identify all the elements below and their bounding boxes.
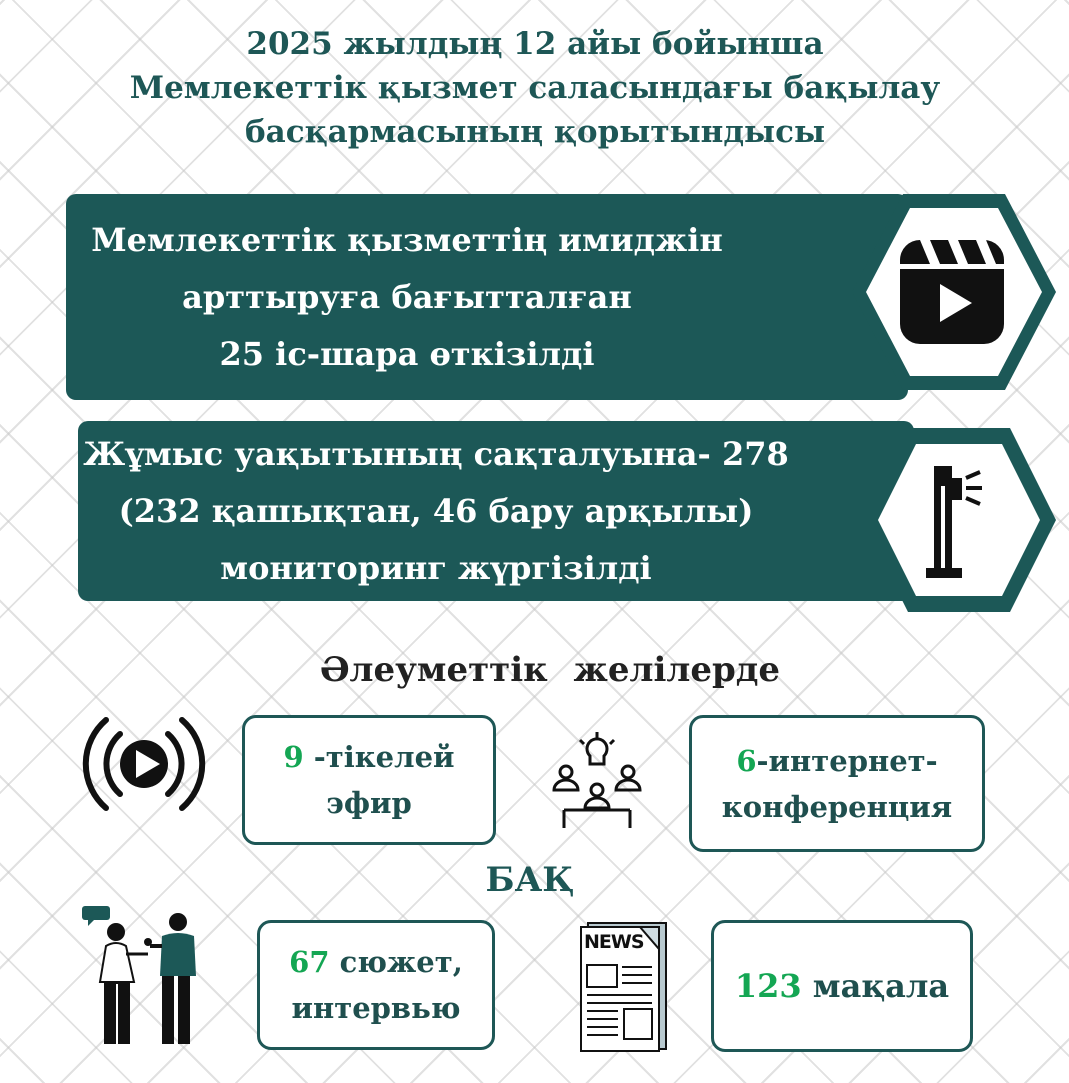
articles-label: мақала: [801, 967, 950, 1005]
interview-illustration-icon: [78, 902, 212, 1054]
conference-people-icon: [550, 728, 644, 832]
events-banner-line-2: арттыруға бағытталған: [182, 277, 632, 316]
events-banner: [66, 194, 908, 400]
events-banner-line-1: Мемлекеттік қызметтің имиджін: [91, 220, 723, 259]
stories-interviews-card: [257, 920, 495, 1050]
stories-label: сюжет,: [329, 945, 463, 979]
internet-conference-label-2: конференция: [721, 789, 953, 824]
title-line-2: Мемлекеттік қызмет саласындағы бақылау: [129, 70, 941, 106]
monitoring-banner-line-3: мониторинг жүргізілді: [220, 548, 652, 587]
monitoring-banner-line-2: (232 қашықтан, 46 бару арқылы): [118, 491, 754, 530]
articles-card: [711, 920, 973, 1052]
turnstile-hexagon: [858, 426, 1060, 614]
title-line-1: 2025 жылдың 12 айы бойынша: [246, 26, 824, 62]
live-broadcast-label: -тікелей: [303, 740, 455, 774]
interviews-label: интервью: [291, 991, 461, 1025]
video-clapper-icon: [900, 240, 1004, 344]
newspaper-icon-label: NEWS: [584, 931, 644, 953]
internet-conference-card: [689, 715, 985, 852]
social-media-heading: Әлеуметтік желілерде: [319, 650, 781, 690]
internet-conference-count: 6: [736, 743, 757, 778]
events-banner-line-3: 25 іс-шара өткізілді: [219, 334, 595, 373]
monitoring-banner-line-1: Жұмыс уақытының сақталуына- 278: [83, 434, 789, 473]
stories-count: 67: [289, 945, 330, 979]
media-heading: БАҚ: [485, 860, 575, 900]
articles-count: 123: [734, 967, 802, 1005]
live-broadcast-label-2: эфир: [326, 786, 412, 820]
live-broadcast-count: 9: [283, 740, 304, 774]
monitoring-banner: [78, 421, 914, 601]
title-line-3: басқармасының қорытындысы: [244, 114, 826, 150]
internet-conference-label: -интернет-: [756, 743, 938, 778]
page-title: [60, 22, 1010, 154]
newspaper-icon: [578, 919, 670, 1053]
live-broadcast-card: [242, 715, 496, 845]
live-broadcast-icon: [76, 712, 212, 816]
video-clapper-hexagon: [848, 192, 1060, 392]
